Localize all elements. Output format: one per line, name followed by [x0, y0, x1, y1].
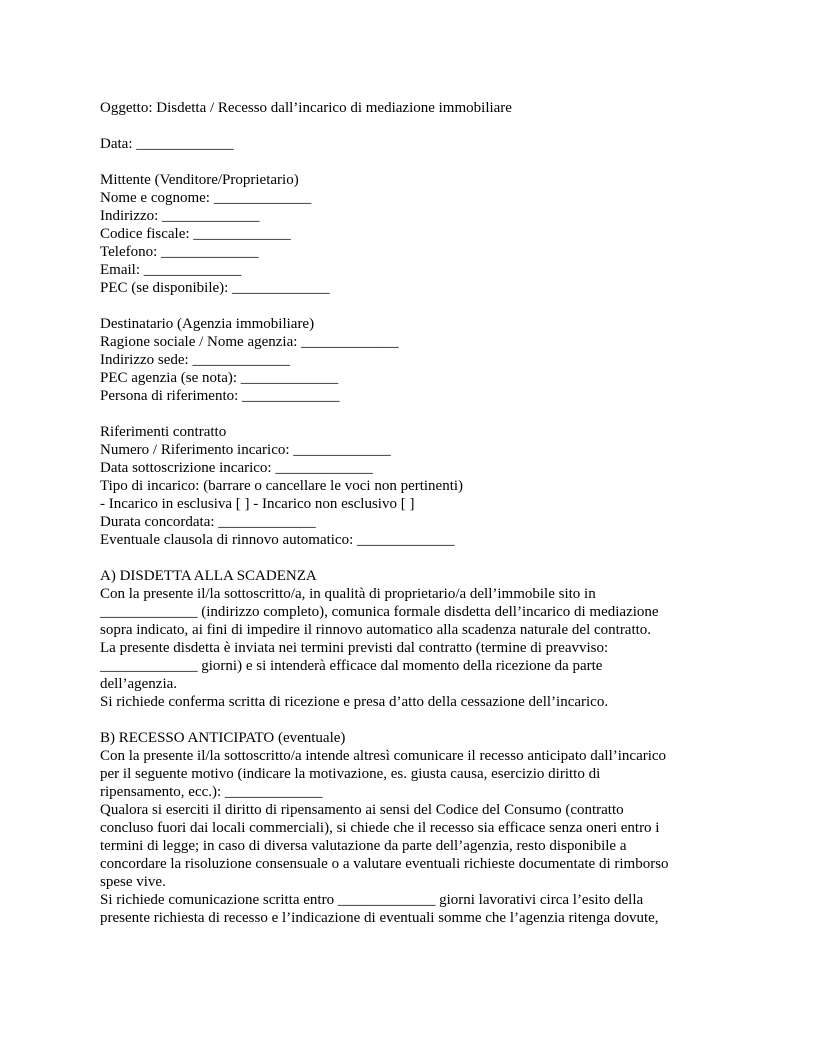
document-page: [100, 99, 716, 927]
section-b-line: Si richiede comunicazione scritta entro _____________ giorni lavorativi circa l’esito della: [100, 892, 644, 908]
recipient-company-field: Ragione sociale / Nome agenzia: _____________: [100, 334, 399, 350]
section-b-line: Con la presente il/la sottoscritto/a intende altresì comunicare il recesso anticipato dall’incarico: [100, 748, 667, 764]
recipient-office-field: Indirizzo sede: _____________: [100, 352, 290, 368]
section-b-line: presente richiesta di recesso e l’indicazione di eventuali somme che l’agenzia ritenga dovute,: [100, 910, 659, 926]
spacer: [100, 549, 716, 567]
spacer: [100, 711, 716, 729]
section-b-line: concluso fuori dai locali commerciali), si chiede che il recesso sia efficace senza oneri entro i: [100, 820, 660, 836]
recipient-heading: Destinatario (Agenzia immobiliare): [100, 316, 315, 332]
sender-block: [100, 171, 716, 297]
spacer: [100, 405, 716, 423]
sender-phone-field: Telefono: _____________: [100, 244, 259, 260]
contract-number-field: Numero / Riferimento incarico: _____________: [100, 442, 391, 458]
section-a-line: sopra indicato, ai fini di impedire il rinnovo automatico alla scadenza naturale del contratto.: [100, 622, 652, 638]
section-a-line: Si richiede conferma scritta di ricezione e presa d’atto della cessazione dell’incarico.: [100, 694, 609, 710]
spacer: [100, 153, 716, 171]
sender-heading: Mittente (Venditore/Proprietario): [100, 172, 299, 188]
section-a-title: A) DISDETTA ALLA SCADENZA: [100, 568, 317, 584]
section-b-line: ripensamento, ecc.): _____________: [100, 784, 323, 800]
contract-heading: Riferimenti contratto: [100, 424, 227, 440]
section-a: [100, 567, 716, 711]
section-a-line: La presente disdetta è inviata nei termini previsti dal contratto (termine di preavviso:: [100, 640, 609, 656]
spacer: [100, 297, 716, 315]
contract-signed-date-field: Data sottoscrizione incarico: _____________: [100, 460, 373, 476]
section-b-line: spese vive.: [100, 874, 166, 890]
contract-type-options: - Incarico in esclusiva [ ] - Incarico non esclusivo [ ]: [100, 496, 415, 512]
spacer: [100, 117, 716, 135]
contract-block: [100, 423, 716, 549]
contract-renewal-clause-field: Eventuale clausola di rinnovo automatico: _____________: [100, 532, 455, 548]
recipient-contact-field: Persona di riferimento: _____________: [100, 388, 340, 404]
sender-tax-code-field: Codice fiscale: _____________: [100, 226, 291, 242]
section-a-line: Con la presente il/la sottoscritto/a, in qualità di proprietario/a dell’immobile sito in: [100, 586, 596, 602]
section-b-title: B) RECESSO ANTICIPATO (eventuale): [100, 730, 346, 746]
section-b-line: termini di legge; in caso di diversa valutazione da parte dell’agenzia, resto disponibile a: [100, 838, 627, 854]
subject-line: Oggetto: Disdetta / Recesso dall’incarico di mediazione immobiliare: [100, 100, 512, 116]
section-b-line: per il seguente motivo (indicare la motivazione, es. giusta causa, esercizio diritto di: [100, 766, 601, 782]
contract-type-line: Tipo di incarico: (barrare o cancellare le voci non pertinenti): [100, 478, 464, 494]
date-line: Data: _____________: [100, 136, 234, 152]
sender-email-field: Email: _____________: [100, 262, 242, 278]
section-b-line: Qualora si eserciti il diritto di ripensamento ai sensi del Codice del Consumo (contratto: [100, 802, 624, 818]
section-a-line: dell’agenzia.: [100, 676, 178, 692]
recipient-pec-field: PEC agenzia (se nota): _____________: [100, 370, 339, 386]
contract-duration-field: Durata concordata: _____________: [100, 514, 316, 530]
section-a-line: _____________ (indirizzo completo), comunica formale disdetta dell’incarico di mediazione: [100, 604, 659, 620]
sender-address-field: Indirizzo: _____________: [100, 208, 260, 224]
sender-name-field: Nome e cognome: _____________: [100, 190, 312, 206]
section-b-line: concordare la risoluzione consensuale o a valutare eventuali richieste documentate di rimborso: [100, 856, 669, 872]
section-b: [100, 729, 716, 927]
section-a-line: _____________ giorni) e si intenderà efficace dal momento della ricezione da parte: [100, 658, 603, 674]
sender-pec-field: PEC (se disponibile): _____________: [100, 280, 330, 296]
recipient-block: [100, 315, 716, 405]
